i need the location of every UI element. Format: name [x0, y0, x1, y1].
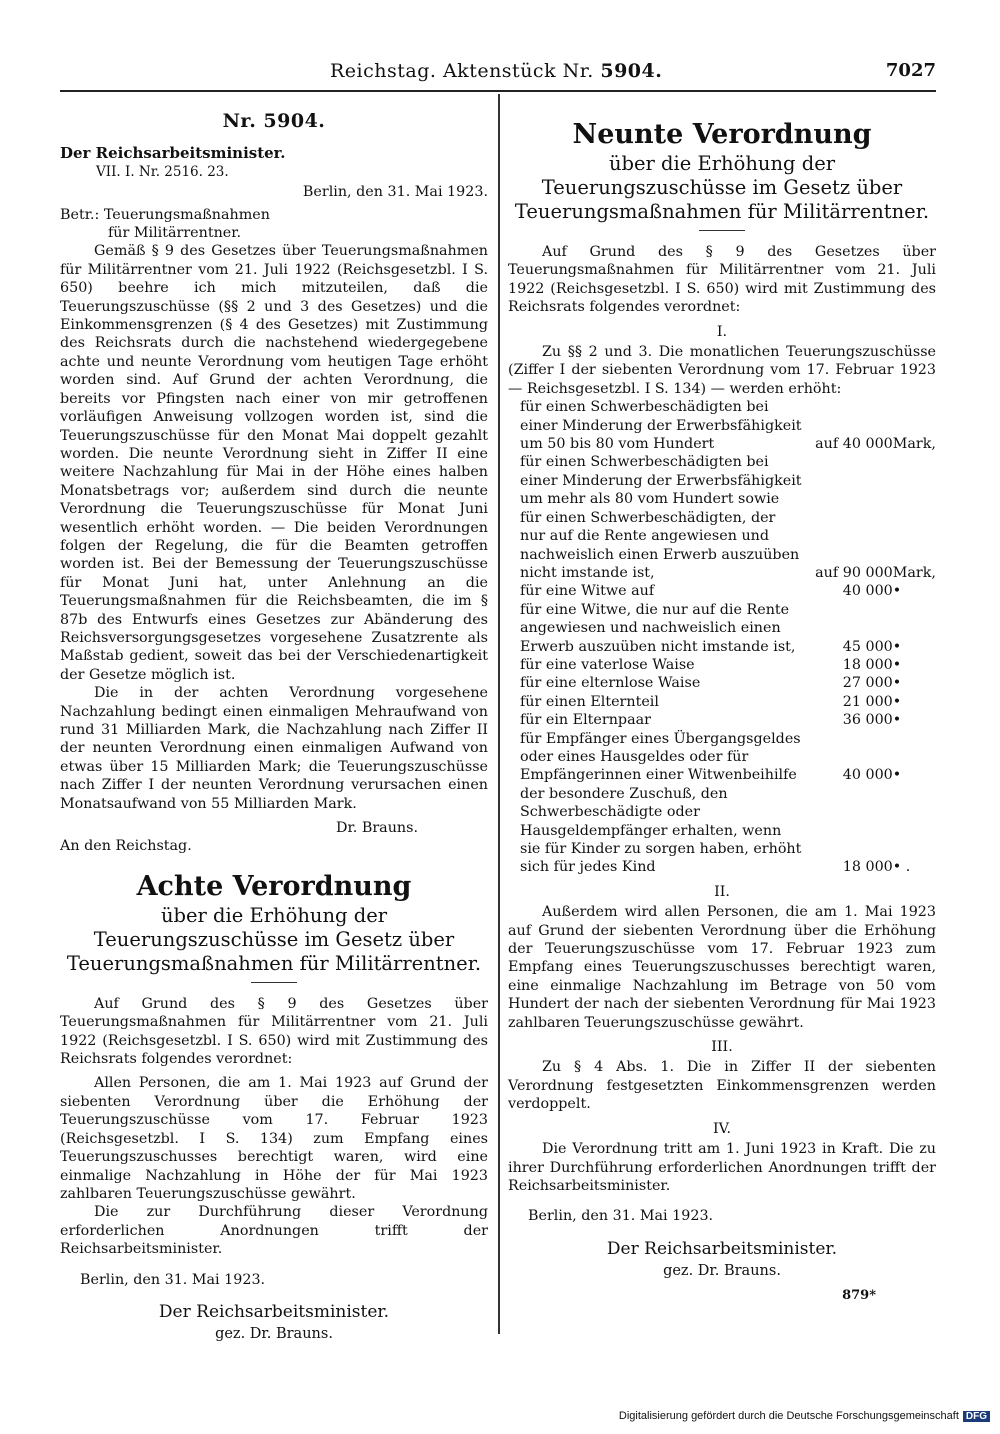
rate-unit: • [892, 656, 902, 673]
rate-amount: 36 000 [842, 712, 893, 729]
digitization-credit [619, 1410, 990, 1422]
section-iii-heading: III. [711, 1039, 733, 1056]
sender: Der Reichsarbeitsminister. [60, 144, 286, 163]
page-number: 7027 [885, 60, 936, 81]
rate-amount: 40 000 [842, 583, 893, 600]
rate-label: der besondere Zuschuß, den Schwerbeschädigte oder Hausgeldempfänger erhalten, wenn sie für Kinder zu sorgen haben, erhöht sich für jedes Kind [520, 785, 802, 876]
rate-row [508, 398, 936, 453]
letter-paragraph-2: Die in der achten Verordnung vorgesehene Nachzahlung bedingt einen einmaligen Mehraufwand von rund 31 Milliarden Mark, die Nachzahlung nach Ziffer II der neunten Verordnung einen einmaligen Aufwand von etwas über 15 Milliarden Mark; die Teuerungszuschüsse nach Ziffer I der neunten Verordnung verursachen einen Monatsaufwand von 55 Milliarden Mark. [60, 685, 488, 812]
rate-row [508, 582, 936, 600]
rate-row [508, 730, 936, 785]
rate-label: für eine vaterlose Waise [520, 656, 695, 673]
rate-unit: • [892, 583, 902, 600]
rate-row [508, 656, 936, 674]
header-rule [60, 90, 936, 92]
ordinance-9-signed: gez. Dr. Brauns. [663, 1263, 781, 1280]
section-i-text: Zu §§ 2 und 3. Die monatlichen Teuerungszuschüsse (Ziffer I der siebenten Verordnung vom 17. Februar 1923 — Reichsgesetzbl. I S. 134) — werden erhöht: [508, 344, 936, 397]
subject-line-2: für Militärrentner. [108, 225, 242, 242]
sheet-signature-mark: 879* [842, 1287, 876, 1303]
addressee: An den Reichstag. [60, 838, 192, 855]
rate-unit: • [892, 638, 902, 655]
rate-label: für eine Witwe, die nur auf die Rente angewiesen und nachweislich einen Erwerb auszuüben nicht imstande ist, [520, 601, 796, 655]
ordinance-9-title: Neunte Verordnung [572, 119, 872, 150]
ordinance-9-subtitle: über die Erhöhung der Teuerungszuschüsse im Gesetz über Teuerungsmaßnahmen für Militärrentner. [514, 152, 930, 223]
divider [699, 230, 745, 231]
rate-label: für eine Witwe auf [520, 583, 655, 600]
ordinance-8-subtitle: über die Erhöhung der Teuerungszuschüsse im Gesetz über Teuerungsmaßnahmen für Militärrentner. [66, 903, 482, 975]
rate-amount: 40 000 [842, 436, 893, 453]
section-iv-text: Die Verordnung tritt am 1. Juni 1923 in Kraft. Die zu ihrer Durchführung erforderlichen Anordnungen trifft der Reichsarbeitsminister. [508, 1141, 936, 1194]
section-i-heading: I. [716, 323, 728, 340]
rate-row [508, 601, 936, 656]
rate-row [508, 693, 936, 711]
rate-label: für einen Elternteil [520, 693, 659, 710]
rate-amount: 45 000 [842, 638, 893, 655]
rate-label: für einen Schwerbeschädigten bei einer Minderung der Erwerbsfähigkeit um mehr als 80 vom Hundert sowie für einen Schwerbeschädigten, der nur auf die Rente angewiesen und nachweislich einen Erwerb auszuüben nicht imstande ist, [520, 454, 802, 581]
rate-amount: 18 000 [842, 656, 893, 673]
rate-row [508, 711, 936, 729]
section-ii-text: Außerdem wird allen Personen, die am 1. Mai 1923 auf Grund der siebenten Verordnung über die Erhöhung der Teuerungszuschüsse vom 17. Februar 1923 zum Empfang eines Teuerungszuschusses berechtigt waren, eine einmalige Nachzahlung im Betrage von 50 vom Hundert der nach der siebenten Verordnung für Mai 1923 zahlbaren Teuerungszuschüsse gewährt. [508, 904, 936, 1031]
section-ii-heading: II. [714, 883, 730, 900]
ordinance-9-date: Berlin, den 31. Mai 1923. [528, 1208, 714, 1225]
document-number: Nr. 5904. [222, 110, 326, 132]
running-header [0, 60, 1000, 94]
section-iv-heading: IV. [712, 1120, 732, 1137]
rate-row [508, 453, 936, 582]
doc-number: 5904. [600, 60, 663, 82]
rate-label: für einen Schwerbeschädigten bei einer Minderung der Erwerbsfähigkeit um 50 bis 80 vom Hundert [520, 399, 802, 453]
reference-number: VII. I. Nr. 2516. 23. [96, 163, 229, 180]
rate-prefix: auf [815, 436, 839, 453]
rate-unit: Mark, [892, 564, 936, 581]
divider [251, 982, 297, 983]
ordinance-9-intro: Auf Grund des § 9 des Gesetzes über Teuerungsmaßnahmen für Militärrentner vom 21. Juli 1922 (Reichsgesetzbl. I S. 650) wird mit Zustimmung des Reichsrats folgendes verordnet: [508, 244, 936, 316]
letter-paragraph-1: Gemäß § 9 des Gesetzes über Teuerungsmaßnahmen für Militärrentner vom 21. Juli 1922 (Reichsgesetzbl. I S. 650) beehre ich mich mitzuteilen, daß die Teuerungszuschüsse (§§ 2 und 3 des Gesetzes) und die Einkommensgrenzen (§ 4 des Gesetzes) mit Zustimmung des Reichsrats durch die nachstehend wiedergegebene achte und neunte Verordnung vom heutigen Tage erhöht worden sind. Auf Grund der achten Verordnung, die bereits vor Pfingsten nach einer von mir getroffenen vorläufigen Anweisung vollzogen worden ist, sind die Teuerungszuschüsse für den Monat Mai doppelt gezahlt worden. Die neunte Verordnung sieht in Ziffer II eine weitere Nachzahlung für Mai in der Höhe eines halben Monatsbetrags vor; außerdem sind durch die neunte Verordnung die Teuerungszuschüsse für Monat Juni wesentlich erhöht worden. — Die beiden Verordnungen folgen der Regelung, die für die Beamten getroffen worden ist. Bei der Bemessung der Teuerungszuschüsse für Monat Juni hat, unter Anlehnung an die Teuerungsmaßnahmen für die Reichsbeamten, die im § 87b des Entwurfs eines Gesetzes zur Abänderung des Reichsversorgungsgesetzes vorgesehene Zusatzrente als Maßstab gedient, soweit das bei der Verschiedenartigkeit der Gesetze möglich ist. [60, 243, 488, 683]
left-column [60, 104, 488, 1344]
rate-amount: 40 000 [842, 767, 893, 784]
subject-line: Betr.: Teuerungsmaßnahmen [60, 206, 270, 223]
rate-unit: • [892, 675, 902, 692]
ordinance-8-title: Achte Verordnung [136, 870, 412, 902]
ordinance-8-date: Berlin, den 31. Mai 1923. [80, 1271, 266, 1288]
rate-row [508, 674, 936, 692]
rate-row [508, 785, 936, 877]
ordinance-8-signed: gez. Dr. Brauns. [215, 1326, 333, 1343]
column-divider [498, 94, 500, 1334]
rate-amount: 18 000 [842, 859, 893, 876]
rate-amount: 27 000 [842, 675, 893, 692]
rate-label: für eine elternlose Waise [520, 675, 701, 692]
ordinance-8-body: Allen Personen, die am 1. Mai 1923 auf Grund der siebenten Verordnung über die Erhöhung der Teuerungszuschüsse vom 17. Februar 1923 (Reichsgesetzbl. I S. 134) zum Empfang eines Teuerungszuschusses berechtigt waren, wird eine einmalige Nachzahlung in Höhe der für Mai 1923 zahlbaren Teuerungszuschüsse gewährt. [60, 1075, 488, 1202]
rate-amount: 90 000 [842, 564, 893, 581]
letter-date: Berlin, den 31. Mai 1923. [302, 184, 488, 201]
rate-label: für ein Elternpaar [520, 712, 651, 729]
ordinance-8-intro: Auf Grund des § 9 des Gesetzes über Teuerungsmaßnahmen für Militärrentner vom 21. Juli 1922 (Reichsgesetzbl. I S. 650) wird mit Zustimmung des Reichsrats folgendes verordnet: [60, 995, 488, 1068]
credit-text: Digitalisierung gefördert durch die Deutsche Forschungsgemeinschaft [618, 1410, 959, 1422]
rate-label: für Empfänger eines Übergangsgeldes oder eines Hausgeldes oder für Empfängerinnen einer Witwenbeihilfe [520, 730, 801, 784]
rate-unit: • [892, 712, 902, 729]
right-column [508, 104, 936, 1305]
rate-unit: • [892, 767, 902, 784]
rate-prefix: auf [815, 564, 839, 581]
letter-signature: Dr. Brauns. [336, 820, 418, 837]
dfg-logo: DFG [963, 1411, 990, 1422]
section-iii-text: Zu § 4 Abs. 1. Die in Ziffer II der siebenten Verordnung festgesetzten Einkommensgrenzen werden verdoppelt. [508, 1059, 936, 1113]
rate-amount: 21 000 [842, 693, 893, 710]
ordinance-8-execution: Die zur Durchführung dieser Verordnung erforderlichen Anordnungen trifft der Reichsarbeitsminister. [60, 1204, 488, 1258]
ordinance-8-signatory: Der Reichsarbeitsminister. [158, 1301, 390, 1322]
ordinance-9-signatory: Der Reichsarbeitsminister. [606, 1238, 838, 1259]
rates-table [508, 398, 936, 877]
rate-unit: • . [892, 859, 911, 876]
rate-unit: • [892, 693, 902, 710]
running-title: Reichstag. Aktenstück Nr. 5904. [330, 60, 663, 82]
rate-unit: Mark, [892, 436, 936, 453]
